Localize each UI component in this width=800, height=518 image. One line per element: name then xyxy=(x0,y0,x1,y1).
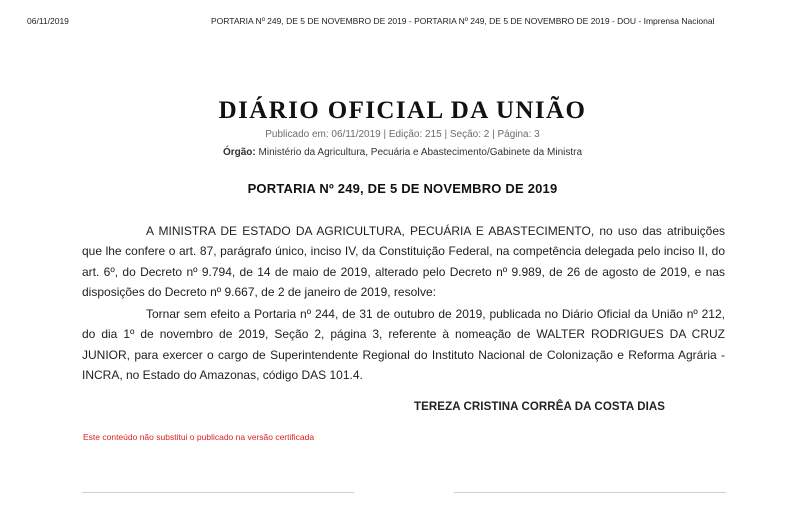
paragraph-preamble xyxy=(82,221,725,303)
orgao-line xyxy=(80,147,725,158)
print-header xyxy=(0,0,800,40)
orgao-value: Ministério da Agricultura, Pecuária e Abastecimento/Gabinete da Ministra xyxy=(258,147,583,158)
act-title: PORTARIA Nº 249, DE 5 DE NOVEMBRO DE 2019 xyxy=(247,181,558,196)
signature-name: TEREZA CRISTINA CORRÊA DA COSTA DIAS xyxy=(414,401,666,413)
paragraph-text: A MINISTRA DE ESTADO DA AGRICULTURA, PECUÁRIA E ABASTECIMENTO, no uso das atribuições que lhe confere o art. 87, parágrafo único, inciso IV, da Constituição Federal, na competência delegada pelo inciso II, do art. 6º, do Decreto nº 9.794, de 14 de maio de 2019, alterado pelo Decreto nº 9.989, de 26 de agosto de 2019, e nas disposições do Decreto nº 9.667, de 2 de janeiro de 2019, resolve: xyxy=(82,224,725,300)
divider-left xyxy=(82,492,354,493)
paragraph-text: Tornar sem efeito a Portaria nº 244, de 31 de outubro de 2019, publicada no Diário Oficial da União nº 212, do dia 1º de novembro de 2019, Seção 2, página 3, referente à nomeação de WALTER RODRIGUES DA CRUZ JUNIOR, para exercer o cargo de Superintendente Regional do Instituto Nacional de Colonização e Reforma Agrária - INCRA, no Estado do Amazonas, código DAS 101.4. xyxy=(82,307,725,383)
paragraph-resolution xyxy=(82,304,725,386)
divider-right xyxy=(454,492,726,493)
disclaimer-note: Este conteúdo não substitui o publicado na versão certificada xyxy=(83,432,315,442)
orgao-label: Órgão: xyxy=(222,147,256,158)
print-date: 06/11/2019 xyxy=(27,16,69,26)
masthead-title: DIÁRIO OFICIAL DA UNIÃO xyxy=(218,97,587,124)
publication-meta: Publicado em: 06/11/2019 | Edição: 215 | Seção: 2 | Página: 3 xyxy=(265,129,540,140)
print-page-title: PORTARIA Nº 249, DE 5 DE NOVEMBRO DE 2019 - PORTARIA Nº 249, DE 5 DE NOVEMBRO DE 2019 - DOU - Imprensa Nacional xyxy=(211,16,715,26)
